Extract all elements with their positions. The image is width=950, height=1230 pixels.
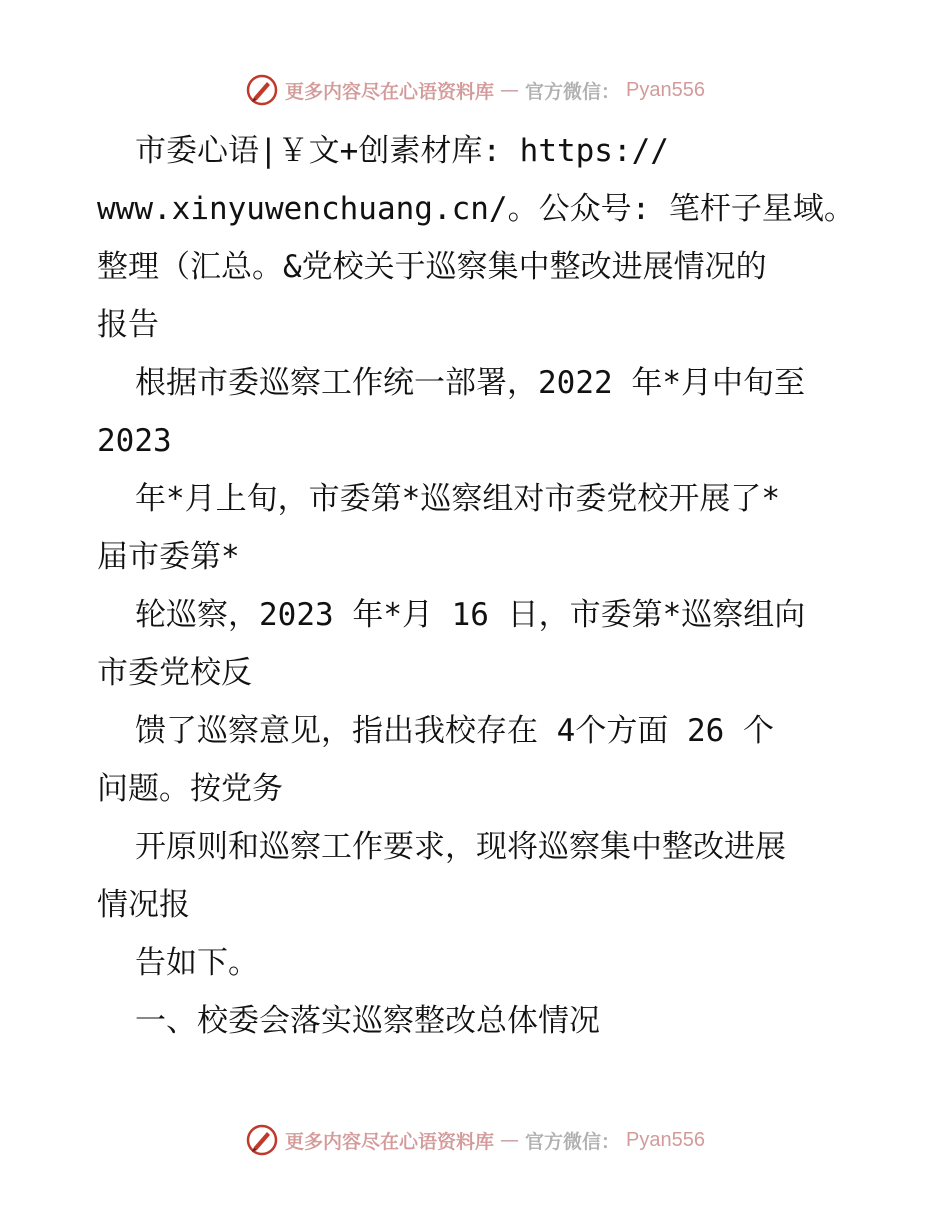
pen-logo-icon bbox=[245, 73, 279, 107]
doc-line: 馈了巡察意见，指出我校存在 4个方面 26 个 bbox=[135, 713, 774, 749]
watermark-dash: — bbox=[500, 1129, 520, 1151]
watermark-official-text: 官方微信： bbox=[525, 80, 621, 103]
doc-line: 整理（汇总。&党校关于巡察集中整改进展情况的 bbox=[97, 249, 767, 285]
watermark-main-text: 更多内容尽在心语资料库 bbox=[285, 80, 495, 103]
doc-line: 开原则和巡察工作要求，现将巡察集中整改进展 bbox=[135, 829, 786, 865]
watermark-main-text: 更多内容尽在心语资料库 bbox=[285, 1130, 495, 1153]
doc-line: 2023 bbox=[97, 423, 172, 459]
watermark-official-text: 官方微信： bbox=[525, 1130, 621, 1153]
doc-line: www.xinyuwenchuang.cn/。公众号: 笔杆子星域。 bbox=[97, 191, 855, 227]
doc-line: 市委党校反 bbox=[97, 655, 252, 691]
watermark-wechat-id: Pyan556 bbox=[626, 1128, 705, 1151]
section-heading: 一、校委会落实巡察整改总体情况 bbox=[135, 1003, 600, 1039]
header-watermark bbox=[0, 70, 950, 110]
doc-line: 届市委第* bbox=[97, 539, 240, 575]
watermark-wechat-id: Pyan556 bbox=[626, 78, 705, 101]
doc-line: 年*月上旬，市委第*巡察组对市委党校开展了* bbox=[135, 481, 780, 517]
doc-line: 轮巡察，2023 年*月 16 日，市委第*巡察组向 bbox=[135, 597, 806, 633]
doc-line: 情况报 bbox=[97, 887, 190, 923]
doc-line: 报告 bbox=[97, 307, 159, 343]
footer-watermark bbox=[0, 1120, 950, 1160]
watermark-dash: — bbox=[500, 79, 520, 101]
doc-line: 问题。按党务 bbox=[97, 771, 283, 807]
doc-line: 根据市委巡察工作统一部署，2022 年*月中旬至 bbox=[135, 365, 805, 401]
pen-logo-icon bbox=[245, 1123, 279, 1157]
doc-line: 市委心语|￥文+创素材库: https:// bbox=[135, 133, 669, 169]
document-body bbox=[97, 122, 877, 1050]
doc-line: 告如下。 bbox=[135, 945, 259, 981]
